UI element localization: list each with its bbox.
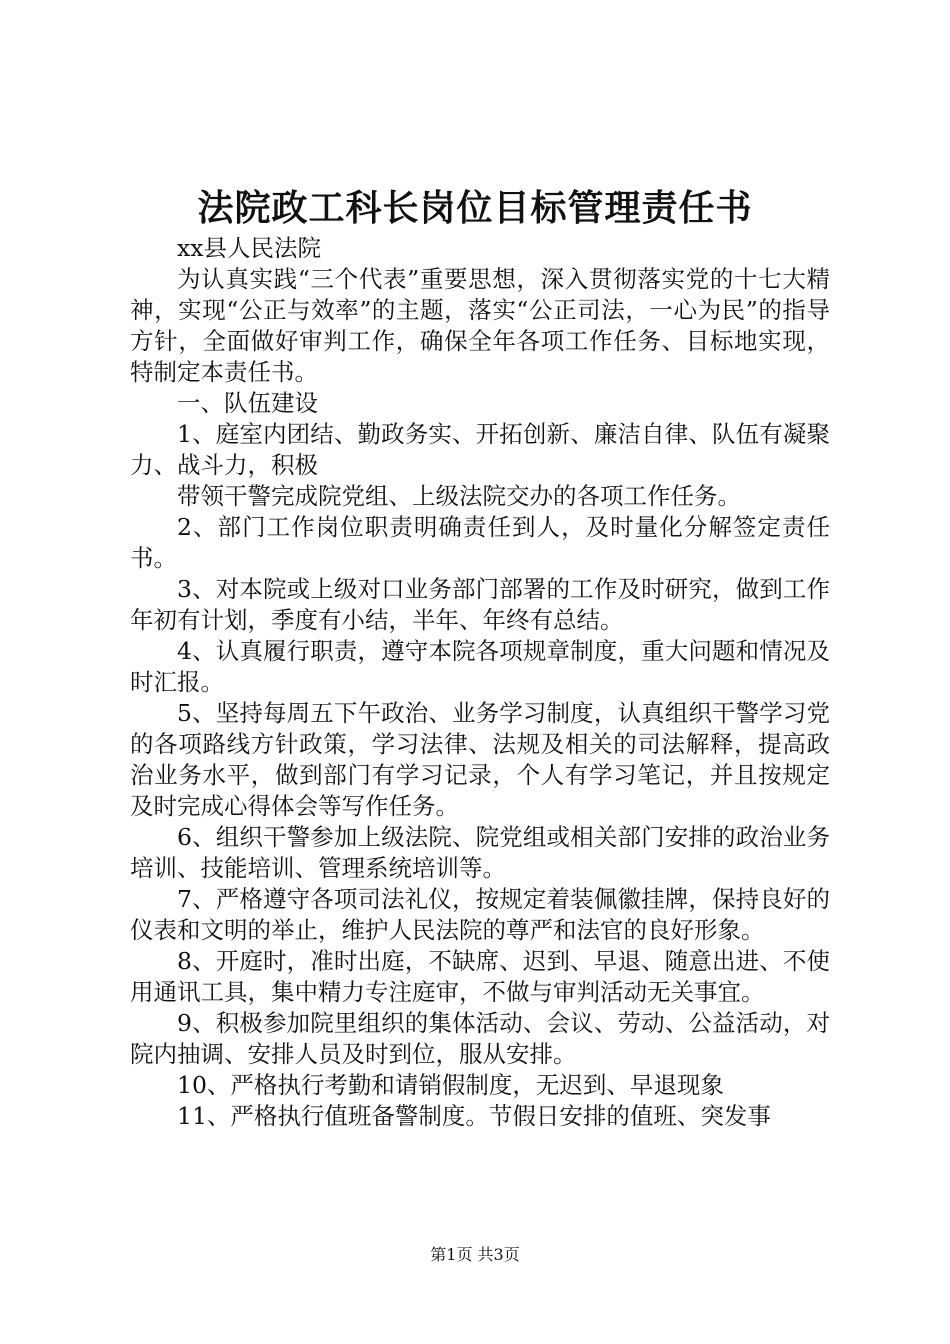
- list-item: 1、庭室内团结、勤政务实、开拓创新、廉洁自律、队伍有凝聚力、战斗力，积极: [130, 420, 830, 479]
- document-title: 法院政工科长岗位目标管理责任书: [197, 187, 753, 229]
- list-item: 3、对本院或上级对口业务部门部署的工作及时研究，做到工作年初有计划，季度有小结，半年、年终有总结。: [130, 575, 830, 634]
- section-heading: 一、队伍建设: [177, 389, 318, 417]
- list-item: 4、认真履行职责，遵守本院各项规章制度，重大问题和情况及时汇报。: [130, 637, 830, 696]
- list-item: 9、积极参加院里组织的集体活动、会议、劳动、公益活动，对院内抽调、安排人员及时到位，服从安排。: [130, 1009, 830, 1068]
- document-body: [130, 233, 830, 1132]
- list-item: 5、坚持每周五下午政治、业务学习制度，认真组织干警学习党的各项路线方针政策，学习法律、法规及相关的司法解释，提高政治业务水平，做到部门有学习记录，个人有学习笔记，并且按规定及时完成心得体会等写作任务。: [130, 699, 830, 820]
- list-item: 6、组织干警参加上级法院、院党组或相关部门安排的政治业务培训、技能培训、管理系统培训等。: [130, 823, 830, 882]
- list-item: 11、严格执行值班备警制度。节假日安排的值班、突发事: [177, 1102, 771, 1130]
- intro-paragraph: 为认真实践“三个代表”重要思想，深入贯彻落实党的十七大精神，实现“公正与效率”的主题，落实“公正司法，一心为民”的指导方针，全面做好审判工作，确保全年各项工作任务、目标地实现，特制定本责任书。: [130, 265, 830, 386]
- list-item: 8、开庭时，准时出庭，不缺席、迟到、早退、随意出进、不使用通讯工具，集中精力专注庭审，不做与审判活动无关事宜。: [130, 947, 830, 1006]
- list-item: 7、严格遵守各项司法礼仪，按规定着装佩徽挂牌，保持良好的仪表和文明的举止，维护人民法院的尊严和法官的良好形象。: [130, 885, 830, 944]
- court-name-line: xx县人民法院: [177, 234, 322, 262]
- page-number-footer: 第1页 共3页: [430, 1245, 520, 1264]
- list-item: 10、严格执行考勤和请销假制度，无迟到、早退现象: [177, 1071, 724, 1099]
- list-item: 2、部门工作岗位职责明确责任到人，及时量化分解签定责任书。: [130, 513, 830, 572]
- list-item-continuation: 带领干警完成院党组、上级法院交办的各项工作任务。: [177, 482, 741, 510]
